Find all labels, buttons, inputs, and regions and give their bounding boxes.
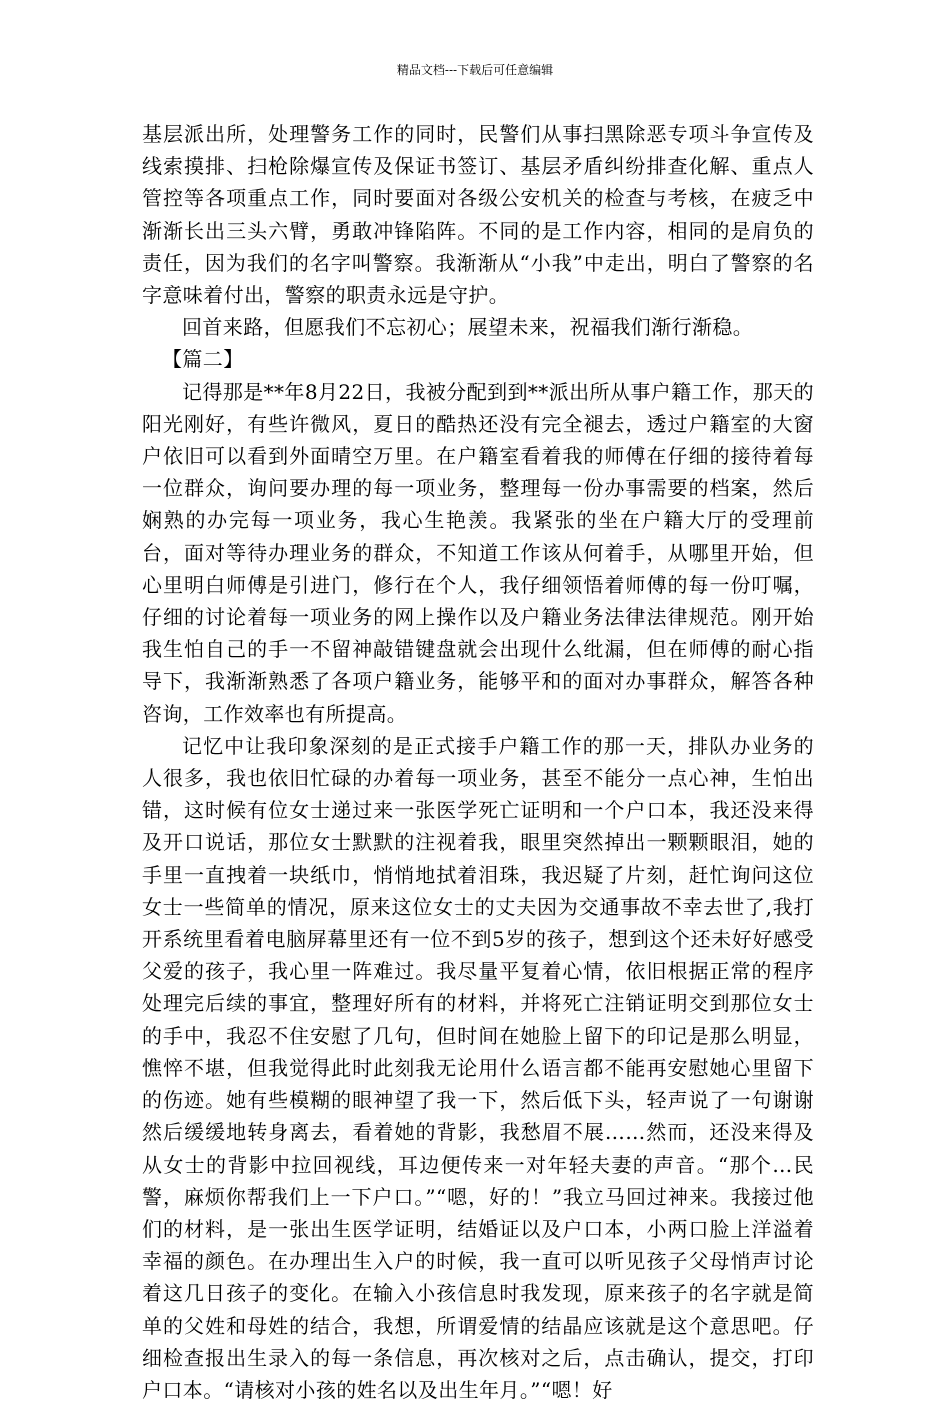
header-text: 精品文档---下载后可任意编辑 (396, 63, 554, 77)
paragraph: 基层派出所，处理警务工作的同时，民警们从事扫黑除恶专项斗争宣传及线索摸排、扫枪除爆宣传及保证书签订、基层矛盾纠纷排查化解、重点人管控等各项重点工作，同时要面对各级公安机关的检查与考核，在疲乏中渐渐长出三头六臂，勇敢冲锋陷阵。不同的是工作内容，相同的是肩负的责任，因为我们的名字叫警察。我渐渐从“小我”中走出，明白了警察的名字意味着付出，警察的职责永远是守护。 (142, 122, 814, 308)
paragraph: 回首来路，但愿我们不忘初心；展望未来，祝福我们渐行渐稳。 (182, 315, 754, 340)
paragraph: 记忆中让我印象深刻的是正式接手户籍工作的那一天，排队办业务的人很多，我也依旧忙碌的办着每一项业务，甚至不能分一点心神，生怕出错，这时候有位女士递过来一张医学死亡证明和一个户口本，我还没来得及开口说话，那位女士默默的注视着我，眼里突然掉出一颗颗眼泪，她的手里一直拽着一块纸巾，悄悄地拭着泪珠，我迟疑了片刻，赶忙询问这位女士一些简单的情况，原来这位女士的丈夫因为交通事故不幸去世了,我打开系统里看着电脑屏幕里还有一位不到5岁的孩子，想到这个还未好好感受父爱的孩子，我心里一阵难过。我尽量平复着心情，依旧根据正常的程序处理完后续的事宜，整理好所有的材料，并将死亡注销证明交到那位女士的手中，我忍不住安慰了几句，但时间在她脸上留下的印记是那么明显，憔悴不堪，但我觉得此时此刻我无论用什么语言都不能再安慰她心里留下的伤迹。她有些模糊的眼神望了我一下，然后低下头，轻声说了一句谢谢然后缓缓地转身离去，看着她的背影，我愁眉不展……然而，还没来得及从女士的背影中拉回视线，耳边便传来一对年轻夫妻的声音。“那个…民警，麻烦你帮我们上一下户口。”“嗯，好的！”我立马回过神来。我接过他们的材料，是一张出生医学证明，结婚证以及户口本，小两口脸上洋溢着幸福的颜色。在办理出生入户的时候，我一直可以听见孩子父母悄声讨论着这几日孩子的变化。在输入小孩信息时我发现，原来孩子的名字就是简单的父姓和母姓的结合，我想，所谓爱情的结晶应该就是这个意思吧。仔细检查报出生录入的每一条信息，再次核对之后，点击确认，提交，打印户口本。“请核对小孩的姓名以及出生年月。”“嗯！好 (142, 733, 814, 1402)
section-heading: 【篇二】 (162, 347, 244, 372)
document-body (142, 118, 814, 1406)
paragraph: 记得那是**年8月22日，我被分配到到**派出所从事户籍工作，那天的阳光刚好，有些许微风，夏日的酷热还没有完全褪去，透过户籍室的大窗户依旧可以看到外面晴空万里。在户籍室看着我的师傅在仔细的接待着每一位群众，询问要办理的每一项业务，整理每一份办事需要的档案，然后娴熟的办完每一项业务，我心生艳羡。我紧张的坐在户籍大厅的受理前台，面对等待办理业务的群众，不知道工作该从何着手，从哪里开始，但心里明白师傅是引进门，修行在个人，我仔细领悟着师傅的每一份叮嘱，仔细的讨论着每一项业务的网上操作以及户籍业务法律法律规范。刚开始我生怕自己的手一不留神敲错键盘就会出现什么纰漏，但在师傅的耐心指导下，我渐渐熟悉了各项户籍业务，能够平和的面对办事群众，解答各种咨询，工作效率也有所提高。 (142, 379, 814, 726)
page-header (0, 62, 950, 78)
